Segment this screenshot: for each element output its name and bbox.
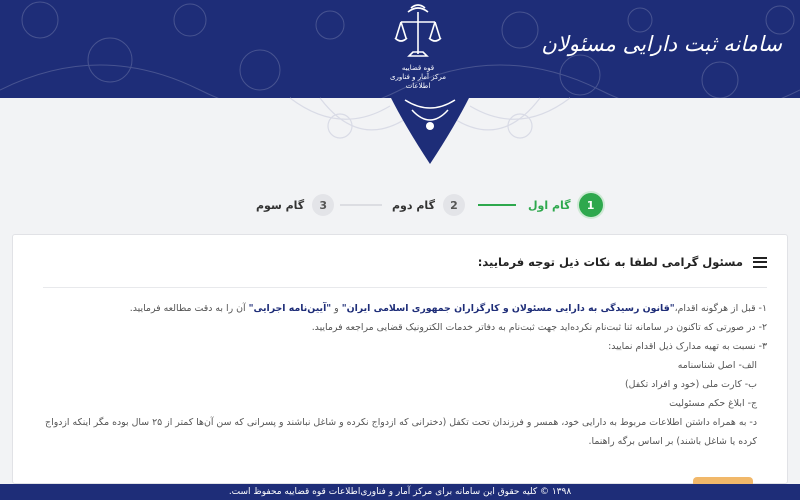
note-1-mid: و [331,303,342,314]
bylaw-link[interactable]: "آیین‌نامه اجرایی" [248,303,332,314]
notes-list [41,299,767,451]
step-3-number: 3 [312,194,334,216]
note-1-prefix: ۱- قبل از هرگونه اقدام، [674,303,767,314]
step-3-label: گام سوم [256,198,305,212]
site-footer: ۱۳۹۸ © کلیه حقوق این سامانه برای مرکز آمار و فناوری‌اطلاعات قوه قضاییه محفوظ است. [0,484,800,500]
judiciary-emblem [380,2,456,94]
step-2-number: 2 [443,194,465,216]
emblem-caption-primary: قوه قضاییه [401,64,435,72]
note-3-c: ج- ابلاغ حکم مسئولیت [669,398,757,409]
instructions-card [12,234,788,484]
scales-of-justice-icon [393,2,443,64]
card-header [478,255,767,269]
list-icon [753,257,767,268]
step-1 [528,190,603,220]
card-title: مسئول گرامی لطفا به نکات ذیل توجه فرمایید: [477,255,743,269]
note-3: ۳- نسبت به تهیه مدارک ذیل اقدام نمایید: [608,341,767,352]
step-3 [256,190,334,220]
step-connector-2 [340,204,382,206]
note-2: ۲- در صورتی که تاکنون در سامانه ثنا ثبت‌نام نکرده‌اید جهت ثبت‌نام به دفاتر خدمات الکترونیک قضایی مراجعه فرمایید. [311,322,767,333]
progress-stepper [0,190,800,220]
step-1-label: گام اول [528,198,571,212]
note-3-d: د- به همراه داشتن اطلاعات مربوط به دارایی خود، همسر و فرزندان تحت تکفل (دخترانی که ازدواج نکرده و شاغل نباشند و پسرانی که سن آن‌ها کمتر از ۲۵ سال بوده مگر اینکه ازدواج کرده یا شاغل باشند) بر اساس برگه راهنما. [45,417,757,447]
note-3-a: الف- اصل شناسنامه [677,360,757,371]
note-1-suffix: آن را به دقت مطالعه فرمایید. [129,303,249,314]
site-header [0,0,800,98]
step-2 [392,190,465,220]
site-title: سامانه ثبت دارایی مسئولان [541,32,782,56]
step-2-label: گام دوم [392,198,435,212]
note-1 [41,299,767,318]
law-link[interactable]: "قانون رسیدگی به دارایی مسئولان و کارگزاران جمهوری اسلامی ایران" [341,303,675,314]
card-divider [43,287,767,288]
decorative-ornament [280,96,580,168]
emblem-caption-secondary: مرکز آمار و فناوری اطلاعات [390,73,446,90]
note-3-b: ب- کارت ملی (خود و افراد تکفل) [624,379,757,390]
step-1-number: 1 [579,193,603,217]
step-connector-1 [478,204,516,206]
